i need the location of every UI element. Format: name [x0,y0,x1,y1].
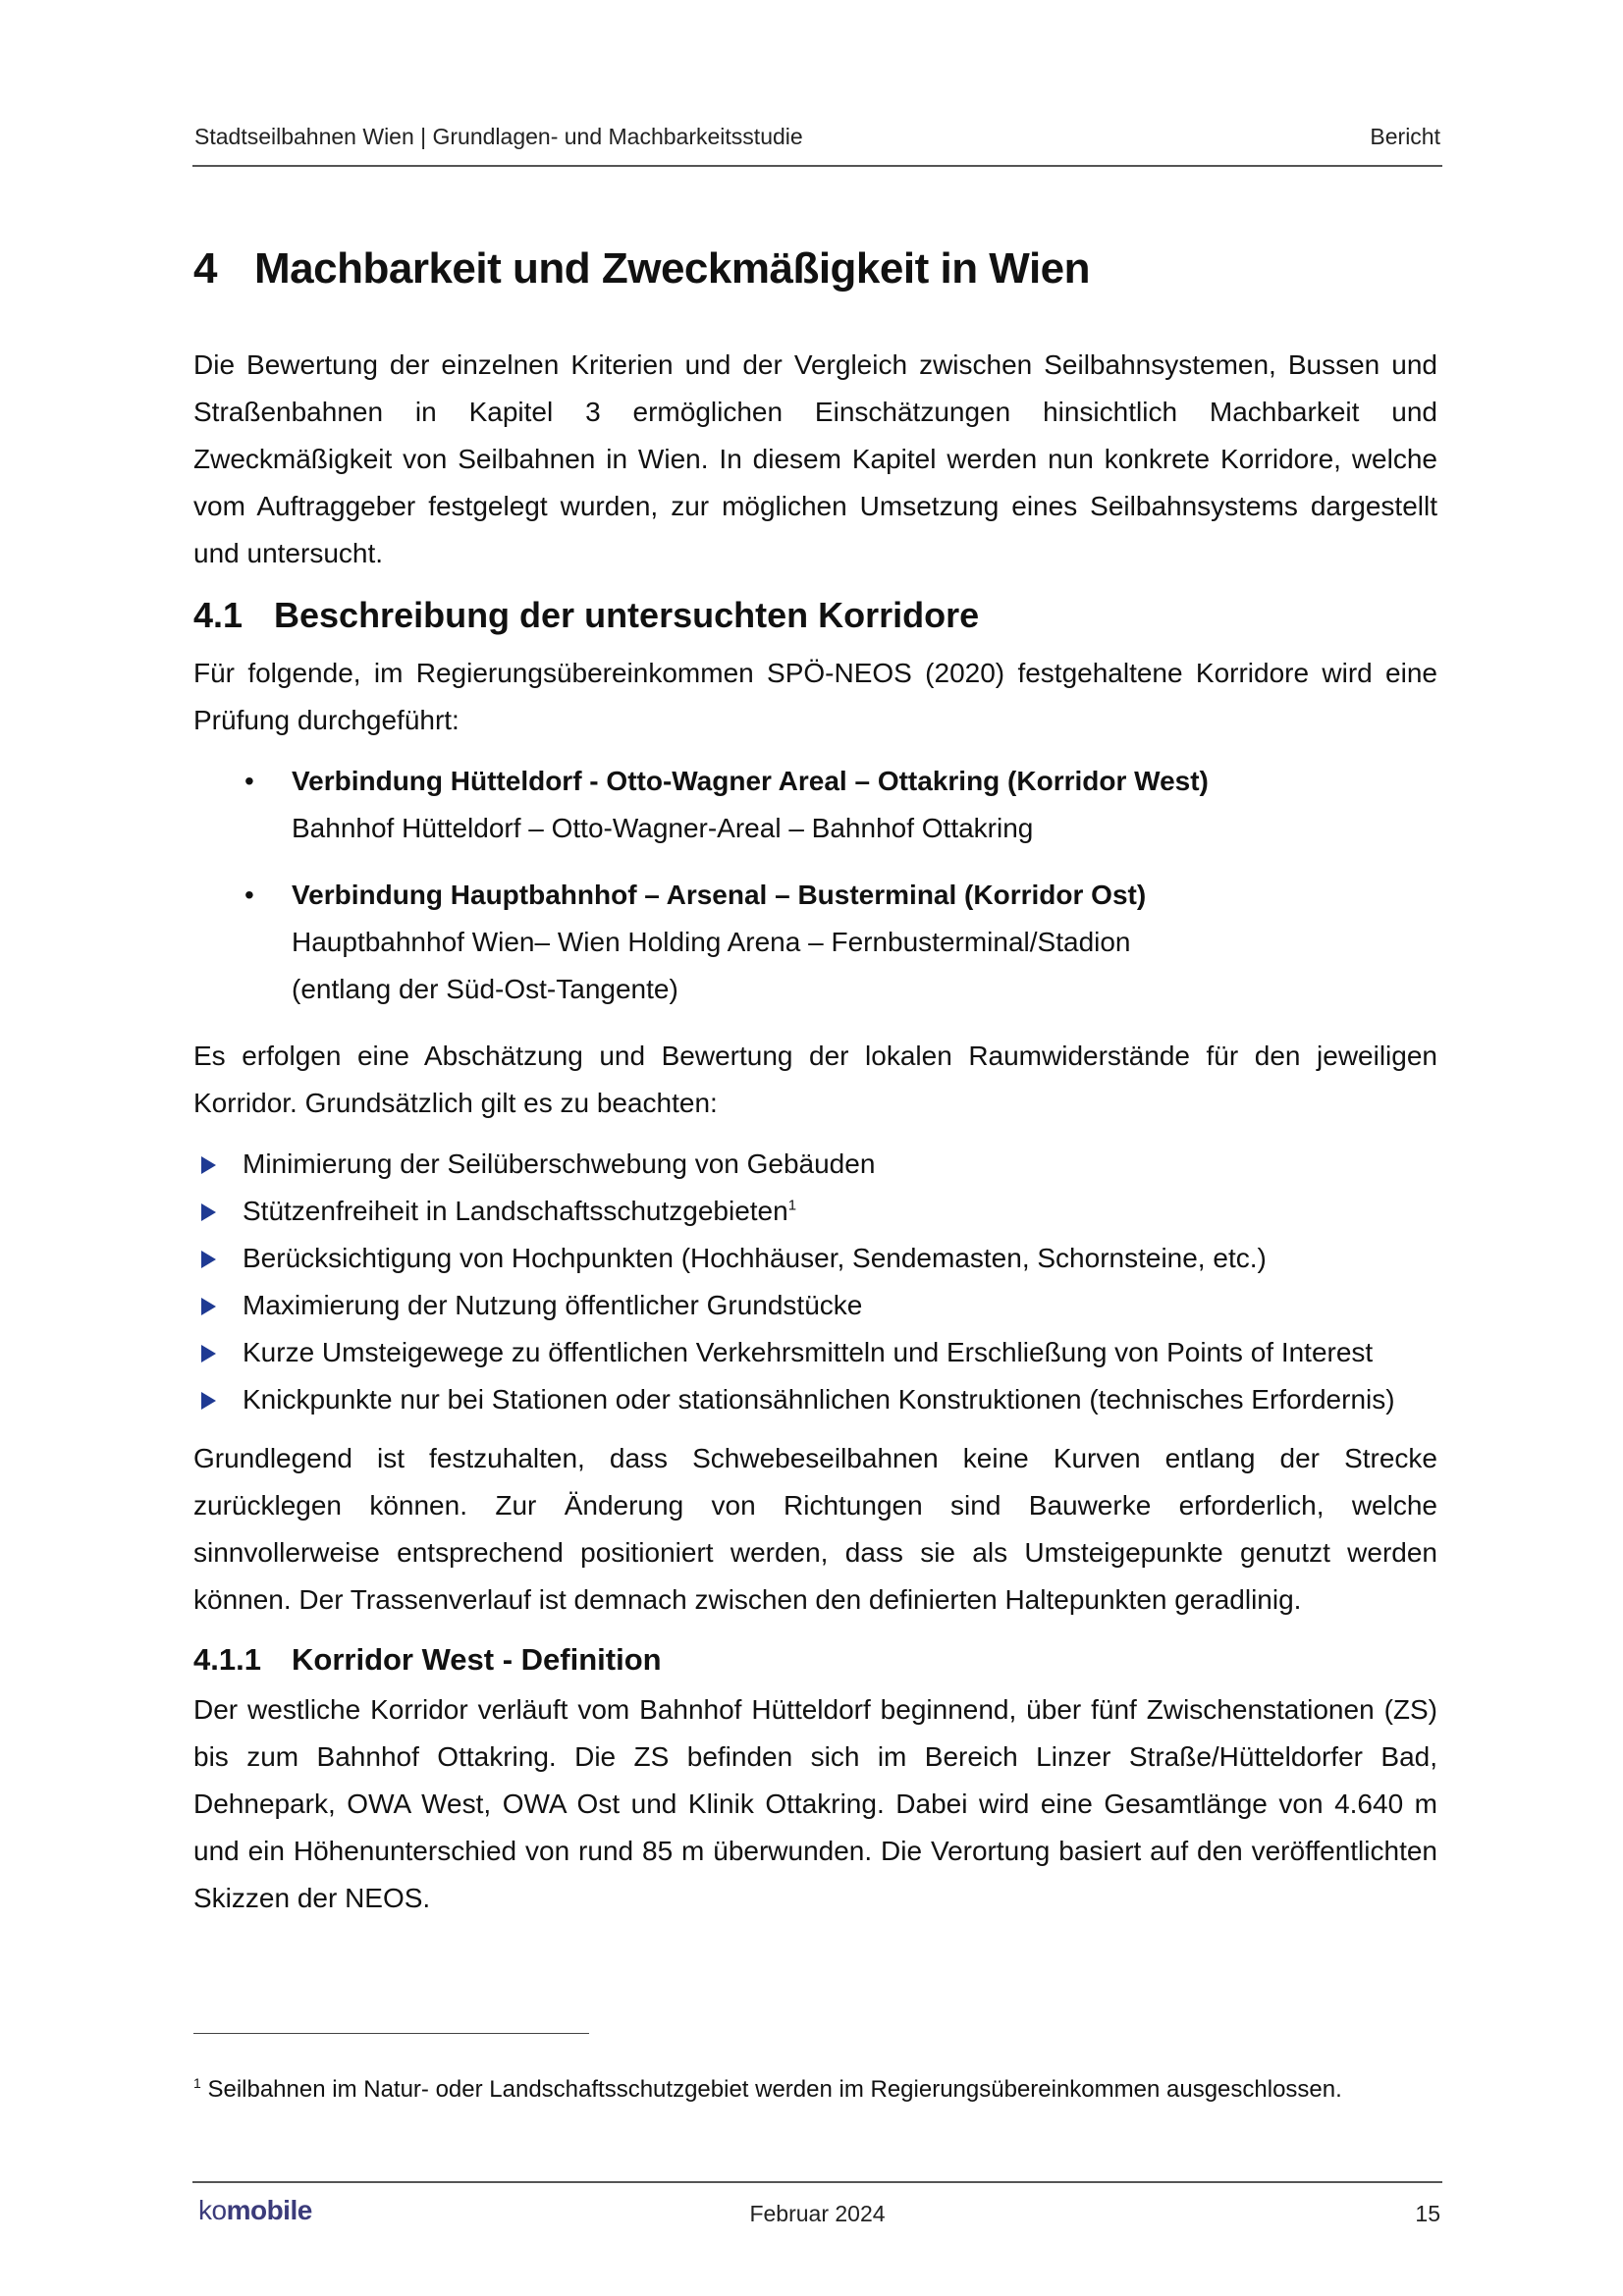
logo-text-ko: ko [198,2195,227,2225]
subsection-number: 4.1.1 [193,1642,261,1677]
subsection-title: Korridor West - Definition [292,1642,662,1677]
footer-date: Februar 2024 [749,2201,886,2226]
triangle-bullet-icon [201,1251,216,1268]
subsection-heading [193,1637,1437,1682]
main-content [193,236,1437,1936]
page-header [192,124,1442,167]
principle-text: Minimierung der Seilüberschwebung von Gebäuden [243,1148,876,1179]
section-heading [193,591,1437,640]
list-item [193,1329,1437,1376]
footnote-marker: 1 [193,2075,201,2091]
corridor-route: Hauptbahnhof Wien– Wien Holding Arena – Fernbusterminal/Stadion [292,927,1131,957]
bullet-icon: • [244,766,254,796]
section-title: Beschreibung der untersuchten Korridore [274,595,980,635]
corridor-route-note: (entlang der Süd-Ost-Tangente) [292,974,678,1004]
footnote-text: Seilbahnen im Natur- oder Landschaftsschutzgebiet werden im Regierungsübereinkommen ausgeschlossen. [207,2076,1342,2103]
list-item [193,1141,1437,1188]
chapter-heading [193,236,1437,302]
subsection-paragraph: Der westliche Korridor verläuft vom Bahnhof Hütteldorf beginnend, über fünf Zwischenstationen (ZS) bis zum Bahnhof Ottakring. Die ZS befinden sich im Bereich Linzer Straße/Hütteldorfer Bad, Dehnepark, OWA West, OWA Ost und Klinik Ottakring. Dabei wird eine Gesamtlänge von 4.640 m und ein Höhenunterschied von rund 85 m überwunden. Die Verortung basiert auf den veröffentlichten Skizzen der NEOS. [193,1694,1437,1913]
triangle-bullet-icon [201,1203,216,1221]
list-item [193,1188,1437,1235]
principle-text: Stützenfreiheit in Landschaftsschutzgebieten [243,1196,788,1226]
list-item [193,1282,1437,1329]
principle-text: Knickpunkte nur bei Stationen oder stationsähnlichen Konstruktionen (technisches Erfordernis) [243,1384,1395,1415]
footnote-reference[interactable]: 1 [787,1197,797,1214]
header-title: Stadtseilbahnen Wien | Grundlagen- und Machbarkeitsstudie [194,124,803,149]
page-footer [192,2181,1442,2232]
list-item [193,1376,1437,1423]
chapter-number: 4 [193,244,217,293]
triangle-bullet-icon [201,1392,216,1410]
corridor-list [193,758,1437,1013]
principles-list [193,1141,1437,1423]
triangle-bullet-icon [201,1156,216,1174]
corridor-title: Verbindung Hauptbahnhof – Arsenal – Busterminal (Korridor Ost) [292,880,1147,910]
triangle-bullet-icon [201,1345,216,1362]
section-paragraph-2: Es erfolgen eine Abschätzung und Bewertung der lokalen Raumwiderstände für den jeweiligen Korridor. Grundsätzlich gilt es zu beachten: [193,1041,1437,1118]
corridor-title: Verbindung Hütteldorf - Otto-Wagner Areal – Ottakring (Korridor West) [292,766,1209,796]
section-paragraph-1: Für folgende, im Regierungsübereinkommen SPÖ-NEOS (2020) festgehaltene Korridore wird eine Prüfung durchgeführt: [193,658,1437,735]
triangle-bullet-icon [201,1298,216,1315]
list-item [193,758,1437,852]
logo-text-mobile: mobile [226,2195,312,2225]
corridor-route: Bahnhof Hütteldorf – Otto-Wagner-Areal – Bahnhof Ottakring [292,813,1034,843]
principle-text: Kurze Umsteigewege zu öffentlichen Verkehrsmitteln und Erschließung von Points of Interest [243,1337,1374,1367]
header-report-label: Bericht [1370,124,1440,149]
principle-text: Maximierung der Nutzung öffentlicher Grundstücke [243,1290,863,1320]
page-number: 15 [1415,2201,1440,2226]
footnote-divider [193,2033,589,2034]
principle-text: Berücksichtigung von Hochpunkten (Hochhäuser, Sendemasten, Schornsteine, etc.) [243,1243,1267,1273]
bullet-icon: • [244,880,254,910]
list-item [193,1235,1437,1282]
section-number: 4.1 [193,595,243,635]
chapter-intro: Die Bewertung der einzelnen Kriterien und der Vergleich zwischen Seilbahnsystemen, Bussen und Straßenbahnen in Kapitel 3 ermöglichen Einschätzungen hinsichtlich Machbarkeit und Zweckmäßigkeit von Seilbahnen in Wien. In diesem Kapitel werden nun konkrete Korridore, welche vom Auftraggeber festgelegt wurden, zur möglichen Umsetzung eines Seilbahnsystems dargestellt und untersucht. [193,349,1437,568]
chapter-title: Machbarkeit und Zweckmäßigkeit in Wien [254,244,1091,293]
section-paragraph-3: Grundlegend ist festzuhalten, dass Schwebeseilbahnen keine Kurven entlang der Strecke zurücklegen können. Zur Änderung von Richtungen sind Bauwerke erforderlich, welche sinnvollerweise entsprechend positioniert werden, dass sie als Umsteigepunkte genutzt werden können. Der Trassenverlauf ist demnach zwischen den definierten Haltepunkten geradlinig. [193,1443,1437,1615]
footnote [193,2073,1440,2107]
list-item [193,872,1437,1013]
